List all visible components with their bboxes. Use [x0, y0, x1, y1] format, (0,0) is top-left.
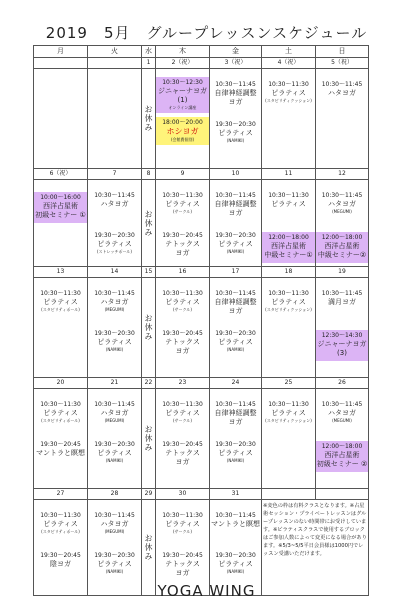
class-entry: [262, 232, 315, 263]
date-cell: 16: [156, 267, 210, 278]
class-time: 10:30～11:30: [162, 192, 203, 199]
class-entry: [157, 441, 208, 467]
class-cell-mon: [34, 389, 88, 489]
class-name: マントラと瞑想: [36, 449, 85, 457]
class-name: ジニャーナヨガ(3): [317, 340, 367, 357]
class-entry: [89, 401, 140, 423]
class-name: ハタヨガ: [328, 89, 356, 97]
class-cell-thu: [156, 180, 210, 267]
class-name: 西洋占星術: [43, 202, 78, 210]
date-cell: [88, 58, 142, 69]
class-time: 10:30～11:45: [94, 290, 135, 297]
class-entry: [89, 290, 140, 312]
class-time: 10:30～11:30: [268, 192, 309, 199]
class-time: 10:30～11:30: [162, 401, 203, 408]
class-entry: [35, 401, 86, 423]
class-cell-tue: [88, 180, 142, 267]
class-entry: [317, 192, 367, 214]
class-name: 自律神経調整: [214, 409, 257, 417]
class-entry: [156, 77, 209, 113]
class-name: ハタヨガ: [100, 200, 129, 208]
closed-day-cell: お休み: [142, 69, 156, 169]
class-time: 19:30～20:45: [162, 330, 203, 337]
class-instructor: (MEGUMI): [104, 529, 125, 534]
class-instructor: (NAMIKI): [226, 347, 245, 352]
class-entry: [157, 290, 208, 312]
class-entry: [157, 401, 208, 423]
class-time: 10:30～11:45: [321, 401, 363, 408]
class-instructor: (MEGUMI): [104, 418, 125, 423]
class-entry: [211, 290, 260, 316]
class-time: 10:30～11:30: [162, 290, 203, 297]
class-time: 10:30～11:30: [268, 290, 309, 297]
class-name: 西洋占星術: [324, 242, 360, 250]
class-entry: [35, 290, 86, 312]
class-name: ピラティス: [43, 298, 78, 306]
class-time: 10:30～12:30: [162, 79, 203, 86]
date-row: [34, 58, 369, 69]
class-cell-sat: [262, 69, 316, 169]
date-cell: [262, 489, 316, 500]
class-entry: [211, 121, 260, 143]
class-time: 10:30～11:45: [215, 290, 256, 297]
class-entry: [211, 81, 260, 107]
class-time: 19:30～20:45: [162, 552, 203, 559]
class-entry: [35, 552, 86, 569]
date-cell: 23: [156, 378, 210, 389]
class-cell-sat: [262, 389, 316, 489]
date-cell: 3（祝）: [210, 58, 262, 69]
date-cell: 30: [156, 489, 210, 500]
class-name: ピラティス: [97, 560, 132, 568]
class-entry: [263, 401, 314, 423]
class-row: [34, 180, 369, 267]
class-entry: [89, 441, 140, 463]
class-instructor: (スタビリティクッション): [265, 418, 312, 423]
class-entry: [317, 290, 367, 307]
class-name: ピラティス: [218, 560, 253, 568]
class-name: マントラと瞑想: [211, 520, 260, 528]
class-entry: [34, 192, 87, 223]
class-instructor: (NAMIKI): [105, 569, 124, 574]
class-name: 西洋占星術: [271, 242, 306, 250]
class-instructor: (サークル): [172, 307, 192, 312]
class-time: 19:30～20:45: [162, 232, 203, 239]
class-time: 10:30～11:30: [40, 401, 81, 408]
class-time: 10:30～11:45: [215, 192, 256, 199]
class-entry: [157, 330, 208, 356]
class-cell-mon: [34, 278, 88, 378]
date-cell: 12: [316, 169, 369, 180]
weekday-mon: 月: [34, 46, 88, 58]
class-name: 満月ヨガ: [328, 298, 356, 306]
date-cell: 28: [88, 489, 142, 500]
class-time: 10:30～11:45: [215, 81, 256, 88]
class-name: ハタヨガ: [100, 298, 129, 306]
class-time: 19:30～20:45: [40, 441, 81, 448]
class-name: ピラティス: [218, 338, 253, 346]
class-instructor: (NAMIKI): [105, 347, 124, 352]
class-name: ピラティス: [43, 409, 78, 417]
date-cell: 2（祝）: [156, 58, 210, 69]
date-cell: 10: [210, 169, 262, 180]
date-cell: 18: [262, 267, 316, 278]
class-name: ピラティス: [97, 338, 132, 346]
class-name-line2: ヨガ: [228, 98, 243, 106]
class-time: 10:00～16:00: [40, 194, 81, 201]
class-time: 10:30～11:45: [94, 192, 135, 199]
date-cell: 17: [210, 267, 262, 278]
class-name: ハタヨガ: [100, 409, 129, 417]
class-row: [34, 69, 369, 169]
class-instructor: (サークル): [172, 418, 192, 423]
class-instructor: (MEGUMI): [104, 307, 125, 312]
class-name: ピラティス: [271, 200, 306, 208]
class-instructor: (NAMIKI): [226, 569, 245, 574]
class-time: 10:30～11:45: [215, 512, 256, 519]
class-entry: [263, 290, 314, 312]
class-cell-thu: [156, 69, 210, 169]
class-time: 19:30～20:30: [94, 330, 135, 337]
class-entry: [316, 330, 368, 361]
class-name: 自律神経調整: [214, 200, 257, 208]
class-cell-tue: [88, 69, 142, 169]
class-time: 10:30～11:30: [268, 81, 309, 88]
class-name: ピラティス: [165, 520, 200, 528]
weekday-sat: 土: [262, 46, 316, 58]
date-cell: 9: [156, 169, 210, 180]
closed-day-cell: お休み: [142, 278, 156, 378]
weekday-header-row: [34, 46, 369, 58]
class-name-line2: ヨガ: [175, 249, 190, 257]
class-name-line2: ヨガ: [175, 569, 190, 577]
class-cell-tue: [88, 389, 142, 489]
weekday-fri: 金: [210, 46, 262, 58]
class-entry: [157, 512, 208, 534]
class-entry: [316, 232, 368, 263]
class-entry: [89, 512, 140, 534]
class-name: テトックス: [165, 449, 200, 457]
class-instructor: (ストレッチポール): [96, 249, 132, 254]
class-entry: [211, 512, 260, 529]
class-name: ピラティス: [218, 240, 253, 248]
class-name-line2: 初級セミナー ②: [316, 460, 368, 468]
studio-name: YOGA WING: [157, 582, 256, 600]
date-cell: 13: [34, 267, 88, 278]
class-cell-sat: [262, 278, 316, 378]
class-instructor: (サークル): [172, 209, 192, 214]
class-name-line2: ヨガ: [175, 458, 190, 466]
class-cell-sun: [316, 278, 369, 378]
class-instructor: (MEGUMI): [332, 418, 352, 423]
date-cell: 4（祝）: [262, 58, 316, 69]
class-name-line2: ヨガ: [228, 418, 243, 426]
class-name: ピラティス: [43, 520, 78, 528]
class-name: ジニャーナヨガ(1): [158, 87, 207, 104]
weekday-thu: 木: [156, 46, 210, 58]
date-cell: 20: [34, 378, 88, 389]
class-cell-fri: [210, 180, 262, 267]
class-instructor: オンライン講座: [168, 105, 197, 110]
class-instructor: (NAMIKI): [226, 458, 245, 463]
class-name: 西洋占星術: [324, 451, 360, 459]
date-cell: 31: [210, 489, 262, 500]
class-cell-fri: [210, 278, 262, 378]
class-cell-sun: [316, 389, 369, 489]
class-cell-thu: [156, 278, 210, 378]
date-cell: 1: [142, 58, 156, 69]
date-cell: 11: [262, 169, 316, 180]
class-entry: [157, 552, 208, 578]
class-instructor: (スタビリティポール): [41, 418, 80, 423]
class-cell-sun: [316, 180, 369, 267]
class-time: 19:30～20:45: [162, 441, 203, 448]
class-name: ピラティス: [97, 240, 132, 248]
class-time: 19:30～20:30: [215, 330, 256, 337]
date-cell: 26: [316, 378, 369, 389]
class-entry: [89, 552, 140, 574]
date-cell: [34, 58, 88, 69]
class-time: 12:00～18:00: [268, 234, 309, 241]
date-cell: 15: [142, 267, 156, 278]
schedule-table: [33, 45, 369, 596]
class-time: 12:00～18:00: [321, 443, 363, 450]
class-name: テトックス: [165, 338, 200, 346]
class-row: [34, 278, 369, 378]
class-name: ピラティス: [271, 298, 306, 306]
class-instructor: (スタビリティクッション): [265, 98, 312, 103]
class-entry: [89, 192, 140, 209]
date-cell: 29: [142, 489, 156, 500]
class-name: テトックス: [165, 240, 200, 248]
class-cell-mon: [34, 180, 88, 267]
class-name: ピラティス: [271, 409, 306, 417]
class-name: 陰ヨガ: [50, 560, 71, 568]
class-name: ピラティス: [165, 200, 200, 208]
class-time: 10:30～11:45: [94, 401, 135, 408]
class-cell-fri: [210, 69, 262, 169]
class-entry: [89, 232, 140, 254]
class-name: 自律神経調整: [214, 89, 257, 97]
class-name-line2: 中級セミナー②: [317, 251, 367, 259]
date-row: [34, 169, 369, 180]
class-time: 18:00～20:00: [162, 119, 203, 126]
weekday-tue: 火: [88, 46, 142, 58]
weekday-sun: 日: [316, 46, 369, 58]
class-time: 10:30～11:45: [215, 401, 256, 408]
weekday-wed: 水: [142, 46, 156, 58]
class-entry: [156, 117, 209, 145]
class-cell-fri: [210, 389, 262, 489]
class-name: ピラティス: [271, 89, 306, 97]
class-instructor: (スタビリティクッション): [265, 307, 312, 312]
class-entry: [263, 81, 314, 103]
class-time: 19:30～20:30: [215, 441, 256, 448]
class-time: 10:30～11:30: [40, 290, 81, 297]
class-time: 10:30～11:45: [94, 512, 135, 519]
class-cell-thu: [156, 389, 210, 489]
date-cell: 14: [88, 267, 142, 278]
class-name-line2: ヨガ: [175, 347, 190, 355]
date-cell: 27: [34, 489, 88, 500]
date-cell: 7: [88, 169, 142, 180]
class-time: 19:30～20:45: [40, 552, 81, 559]
date-cell: 24: [210, 378, 262, 389]
closed-day-cell: お休み: [142, 500, 156, 596]
class-name: ピラティス: [165, 409, 200, 417]
class-time: 10:30～11:30: [40, 512, 81, 519]
class-name-line2: ヨガ: [228, 209, 243, 217]
class-time: 10:30～11:30: [162, 512, 203, 519]
class-cell-sat: [262, 180, 316, 267]
class-name: テトックス: [165, 560, 200, 568]
class-name: 自律神経調整: [214, 298, 257, 306]
class-time: 19:30～20:30: [94, 232, 135, 239]
class-entry: [35, 441, 86, 458]
date-cell: 6（祝）: [34, 169, 88, 180]
notes-text: ※変色の枠は有料クラスとなります。※占星術セッション・プライベートレッスンはグループレッスンのない時間帯にお受けしています。※ピラティスクラスで使用するブロックはご参加人数によって変更になる場合があります。※5/3~5/5平日会員様は1000円でレッスン受講いただけます。: [263, 503, 367, 557]
class-entry: [211, 441, 260, 463]
class-time: 19:30～20:30: [215, 552, 256, 559]
class-instructor: (スタビリティポール): [41, 529, 80, 534]
class-time: 19:30～20:30: [94, 441, 135, 448]
closed-day-cell: お休み: [142, 389, 156, 489]
class-instructor: (スタビリティポール): [41, 307, 80, 312]
date-row: [34, 489, 369, 500]
class-name-line2: 中級セミナー①: [264, 251, 313, 259]
class-name: ハタヨガ: [328, 409, 356, 417]
class-entry: [157, 192, 208, 214]
class-entry: [317, 401, 367, 423]
date-row: [34, 267, 369, 278]
class-time: 10:30～11:45: [321, 290, 363, 297]
class-row: [34, 389, 369, 489]
class-name-line2: ヨガ: [228, 307, 243, 315]
class-time: 10:30～11:45: [321, 192, 363, 199]
class-time: 10:30～11:30: [268, 401, 309, 408]
class-instructor: (NAMIKI): [105, 458, 124, 463]
class-name: ピラティス: [97, 449, 132, 457]
class-name: ホシヨガ: [166, 127, 199, 136]
date-cell: [316, 489, 369, 500]
class-time: 19:30～20:30: [215, 232, 256, 239]
class-entry: [263, 192, 314, 209]
class-instructor: (会館費個別): [170, 137, 195, 142]
class-instructor: (NAMIKI): [226, 138, 245, 143]
class-time: 12:00～18:00: [321, 234, 363, 241]
class-instructor: (NAMIKI): [226, 249, 245, 254]
date-cell: 25: [262, 378, 316, 389]
date-cell: 5（祝）: [316, 58, 369, 69]
class-cell-mon: [34, 69, 88, 169]
date-cell: 19: [316, 267, 369, 278]
class-time: 10:30～11:45: [321, 81, 363, 88]
date-row: [34, 378, 369, 389]
class-entry: [211, 401, 260, 427]
class-entry: [35, 512, 86, 534]
class-instructor: (MEGUMI): [332, 209, 352, 214]
class-cell-sun: [316, 69, 369, 169]
class-instructor: (サークル): [172, 529, 192, 534]
class-entry: [316, 441, 368, 472]
class-entry: [211, 330, 260, 352]
class-name: ピラティス: [218, 129, 253, 137]
class-name: ハタヨガ: [328, 200, 356, 208]
date-cell: 8: [142, 169, 156, 180]
class-time: 19:30～20:30: [94, 552, 135, 559]
class-entry: [211, 232, 260, 254]
class-cell-tue: [88, 278, 142, 378]
class-time: 19:30～20:30: [215, 121, 256, 128]
date-cell: 21: [88, 378, 142, 389]
class-entry: [211, 552, 260, 574]
class-name: ピラティス: [165, 298, 200, 306]
page-title: 2019 5月 グループレッスンスケジュール: [45, 24, 368, 42]
class-entry: [211, 192, 260, 218]
class-time: 12:30～14:30: [321, 332, 363, 339]
class-name-line2: 初級セミナー ①: [35, 211, 86, 219]
class-name: ピラティス: [218, 449, 253, 457]
class-entry: [157, 232, 208, 258]
date-cell: 22: [142, 378, 156, 389]
closed-day-cell: お休み: [142, 180, 156, 267]
class-entry: [89, 330, 140, 352]
class-name: ハタヨガ: [100, 520, 129, 528]
class-entry: [317, 81, 367, 98]
